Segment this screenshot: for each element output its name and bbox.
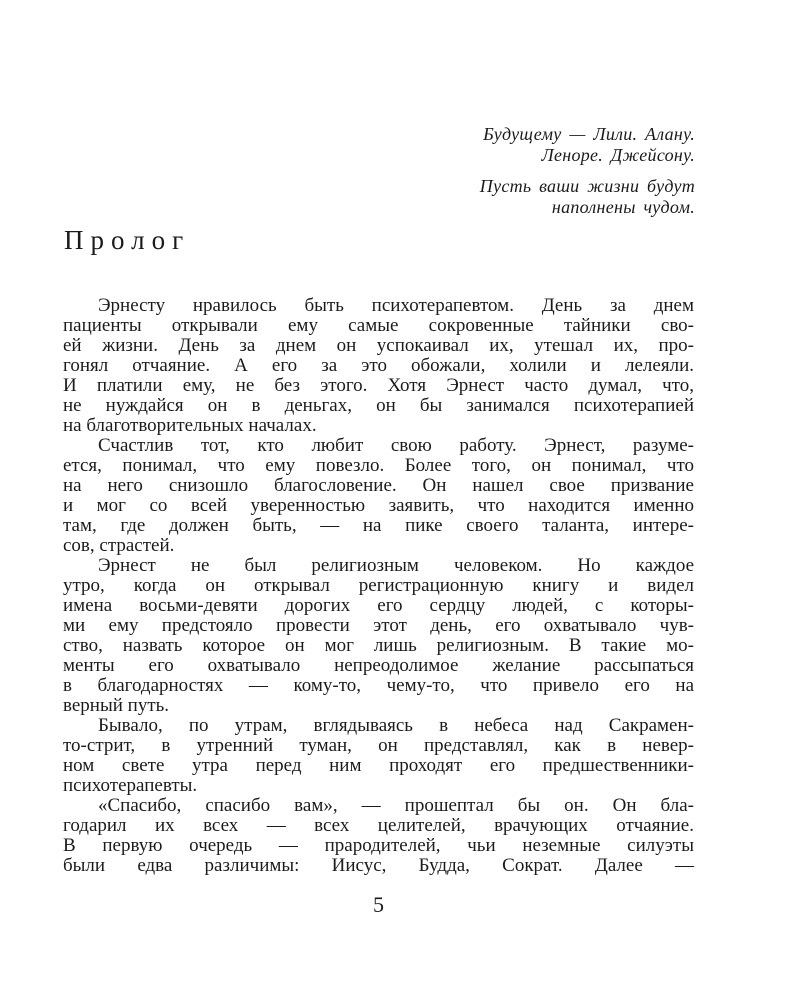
dedication-block-2 <box>63 176 695 217</box>
text-line: Эрнесту нравилось быть психотерапевтом. День за днем <box>98 295 694 316</box>
text-line: ется, понимал, что ему повезло. Более того, он понимал, что <box>63 455 694 476</box>
text-line: на него снизошло благословение. Он нашел свое призвание <box>63 475 694 496</box>
dedication-line: наполнены чудом. <box>551 196 695 217</box>
text-line: в благодарностях — кому-то, чему-то, что привело его на <box>63 675 694 696</box>
dedication-line: Пусть ваши жизни будут <box>479 176 695 196</box>
text-line: психотерапевты. <box>63 775 198 796</box>
text-line: Эрнест не был религиозным человеком. Но каждое <box>98 555 694 576</box>
text-line: были едва различимы: Иисус, Будда, Сократ. Далее — <box>63 855 694 876</box>
text-line: не нуждайся он в деньгах, он бы занимался психотерапией <box>63 395 694 416</box>
chapter-heading: Пролог <box>64 225 191 255</box>
text-line: менты его охватывало непреодолимое желание рассыпаться <box>63 655 694 676</box>
page-number: 5 <box>373 892 384 917</box>
paragraph <box>63 716 694 796</box>
paragraph <box>63 436 694 556</box>
dedication-line: Будущему — Лили. Алану. <box>483 124 695 144</box>
text-line: пациенты открывали ему самые сокровенные тайники сво- <box>63 315 694 336</box>
text-line: Счастлив тот, кто любит свою работу. Эрнест, разуме- <box>98 435 694 456</box>
text-line: И платили ему, не без этого. Хотя Эрнест часто думал, что, <box>63 375 694 396</box>
body-text <box>63 296 694 876</box>
text-line: сов, страстей. <box>63 535 175 556</box>
text-line: ми ему предстояло провести этот день, его охватывало чув- <box>63 615 694 636</box>
text-line: то-стрит, в утренний туман, он представлял, как в невер- <box>63 735 694 756</box>
text-line: ей жизни. День за днем он успокаивал их, утешал их, про- <box>63 335 694 356</box>
text-line: гонял отчаяние. А его за это обожали, холили и лелеяли. <box>63 355 694 376</box>
text-line: В первую очередь — прародителей, чьи неземные силуэты <box>63 835 694 856</box>
text-line: ном свете утра перед ним проходят его предшественники- <box>63 755 694 776</box>
text-line: и мог со всей уверенностью заявить, что находится именно <box>63 495 694 516</box>
text-line: там, где должен быть, — на пике своего таланта, интере- <box>63 515 694 536</box>
paragraph <box>63 796 694 876</box>
text-line: ство, назвать которое он мог лишь религиозным. В такие мо- <box>63 635 694 656</box>
paragraph <box>63 296 694 436</box>
text-line: Бывало, по утрам, вглядываясь в небеса над Сакрамен- <box>98 715 694 736</box>
dedication-block-1 <box>63 124 695 165</box>
text-line: имена восьми-девяти дорогих его сердцу людей, с которы- <box>63 595 694 616</box>
text-line: на благотворительных началах. <box>63 415 317 436</box>
text-line: «Спасибо, спасибо вам», — прошептал бы он. Он бла- <box>98 795 694 816</box>
dedication-line: Леноре. Джейсону. <box>541 144 695 165</box>
paragraph <box>63 556 694 716</box>
text-line: верный путь. <box>63 695 170 716</box>
text-line: утро, когда он открывал регистрационную книгу и видел <box>63 575 694 596</box>
text-line: годарил их всех — всех целителей, врачующих отчаяние. <box>63 815 694 836</box>
dedication <box>63 124 695 217</box>
